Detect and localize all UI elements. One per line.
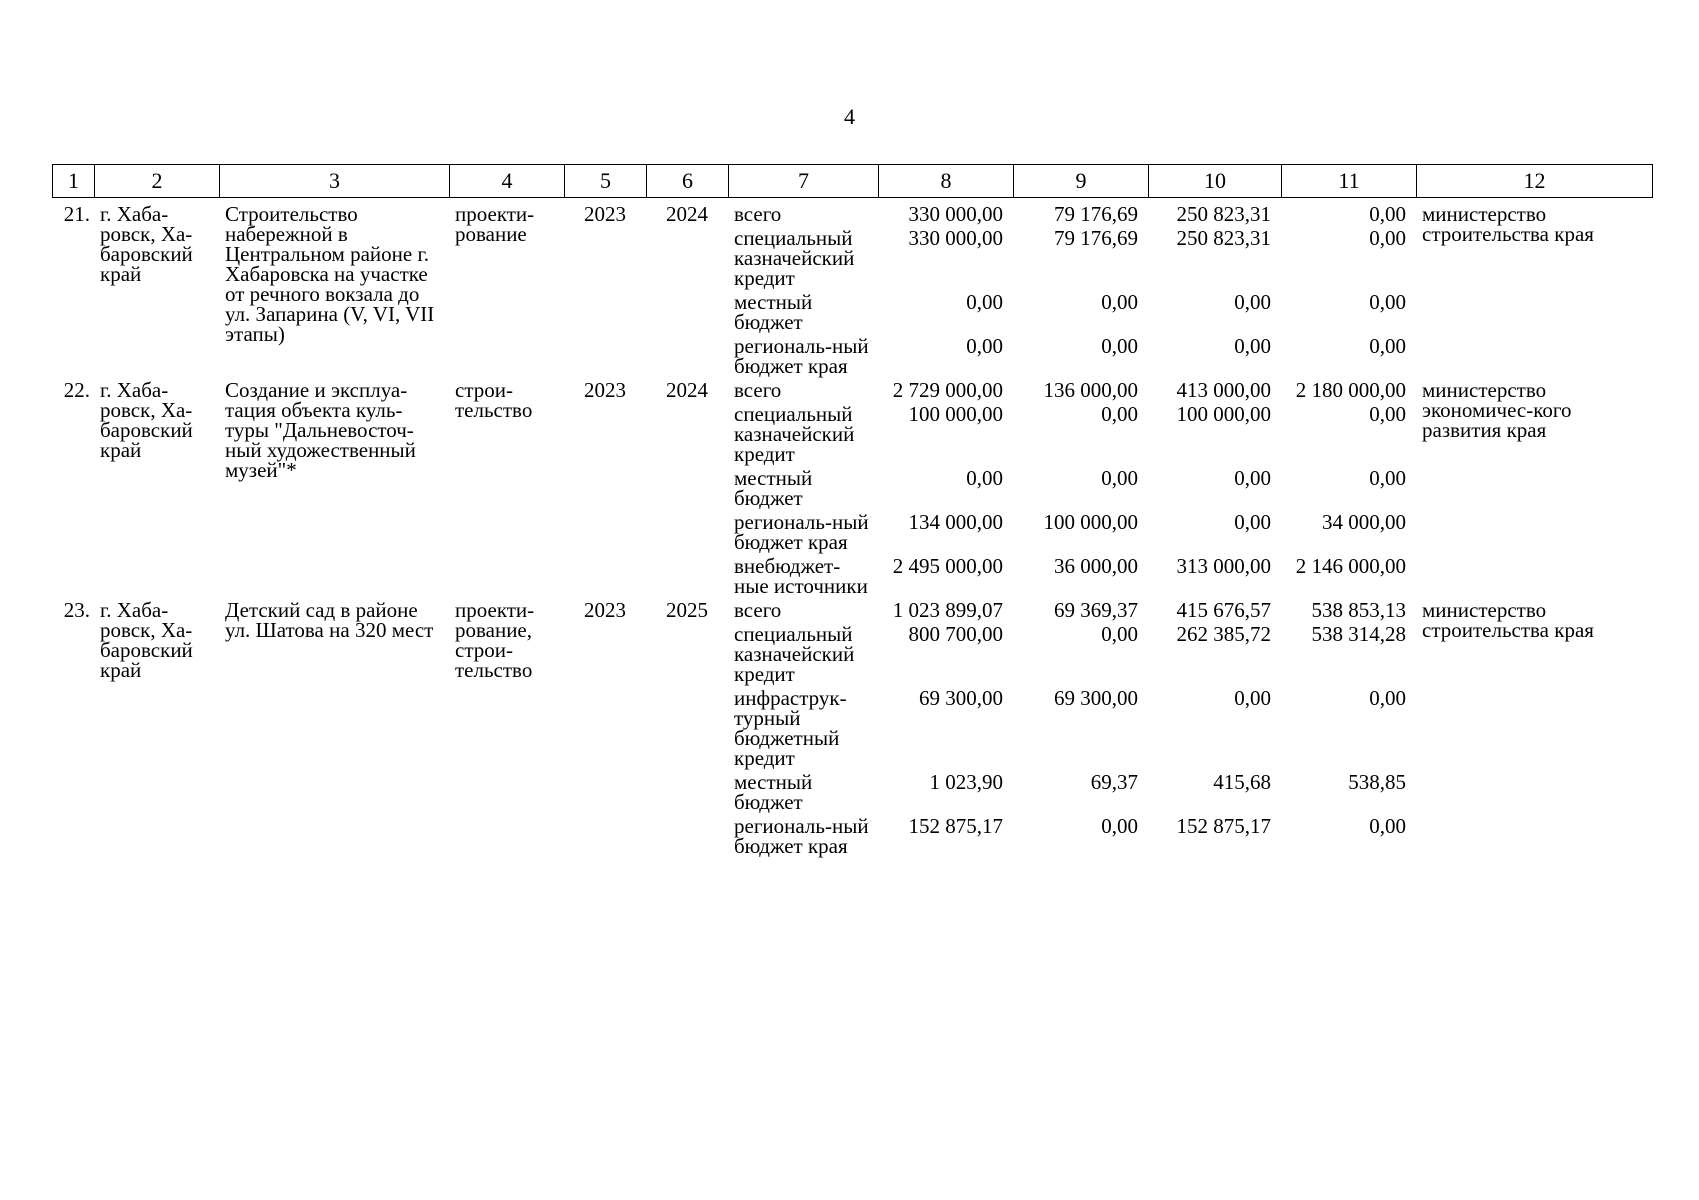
funding-source: местный бюджет xyxy=(734,466,813,510)
amount-cell: 413 000,00 xyxy=(1176,378,1271,402)
amount-cell: 0,00 xyxy=(1101,290,1138,314)
funding-source: местный бюджет xyxy=(734,770,813,814)
object-location: г. Хаба-ровск, Ха-баровский край xyxy=(100,378,193,462)
column-header: 3 xyxy=(220,165,450,198)
amount-cell: 0,00 xyxy=(1101,334,1138,358)
column-header: 4 xyxy=(450,165,565,198)
amount-cell: 0,00 xyxy=(1369,202,1406,226)
column-header: 11 xyxy=(1282,165,1417,198)
responsible-body: министерство строительства края xyxy=(1422,202,1594,246)
end-year: 2024 xyxy=(666,378,708,402)
column-header: 9 xyxy=(1014,165,1149,198)
column-header: 8 xyxy=(879,165,1014,198)
start-year: 2023 xyxy=(584,598,626,622)
amount-cell: 250 823,31 xyxy=(1176,202,1271,226)
amount-cell: 136 000,00 xyxy=(1043,378,1138,402)
amount-cell: 36 000,00 xyxy=(1054,554,1138,578)
object-title: Детский сад в районе ул. Шатова на 320 мест xyxy=(225,598,434,642)
amount-cell: 538 853,13 xyxy=(1311,598,1406,622)
amount-cell: 0,00 xyxy=(1101,402,1138,426)
end-year: 2025 xyxy=(666,598,708,622)
amount-cell: 152 875,17 xyxy=(908,814,1003,838)
funding-source: всего xyxy=(734,378,782,402)
amount-cell: 0,00 xyxy=(1369,334,1406,358)
object-title: Создание и эксплуа-тация объекта куль-туры "Дальневосточ-ный художественный музей"* xyxy=(225,378,416,482)
column-header: 5 xyxy=(565,165,647,198)
responsible-body: министерство экономичес-кого развития края xyxy=(1422,378,1572,442)
amount-cell: 79 176,69 xyxy=(1054,226,1138,250)
start-year: 2023 xyxy=(584,202,626,226)
entry-index: 21. xyxy=(63,202,90,226)
column-header: 10 xyxy=(1149,165,1282,198)
page-number: 4 xyxy=(844,104,855,129)
amount-cell: 0,00 xyxy=(1369,686,1406,710)
entry-index: 23. xyxy=(63,598,90,622)
amount-cell: 2 180 000,00 xyxy=(1295,378,1406,402)
amount-cell: 0,00 xyxy=(966,290,1003,314)
amount-cell: 69,37 xyxy=(1090,770,1138,794)
amount-cell: 69 300,00 xyxy=(1054,686,1138,710)
amount-cell: 0,00 xyxy=(1234,334,1271,358)
funding-source: специальный казначейский кредит xyxy=(734,226,855,290)
amount-cell: 0,00 xyxy=(1101,814,1138,838)
amount-cell: 0,00 xyxy=(1369,226,1406,250)
work-stage: строи-тельство xyxy=(455,378,533,422)
funding-source: региональ-ный бюджет края xyxy=(734,510,869,554)
amount-cell: 538 314,28 xyxy=(1311,622,1406,646)
funding-source: региональ-ный бюджет края xyxy=(734,334,869,378)
amount-cell: 0,00 xyxy=(966,334,1003,358)
amount-cell: 0,00 xyxy=(1234,290,1271,314)
amount-cell: 0,00 xyxy=(1369,290,1406,314)
amount-cell: 0,00 xyxy=(1369,402,1406,426)
amount-cell: 2 146 000,00 xyxy=(1295,554,1406,578)
amount-cell: 1 023,90 xyxy=(929,770,1003,794)
amount-cell: 2 729 000,00 xyxy=(892,378,1003,402)
amount-cell: 0,00 xyxy=(1234,686,1271,710)
object-location: г. Хаба-ровск, Ха-баровский край xyxy=(100,598,193,682)
funding-source: инфраструк-турный бюджетный кредит xyxy=(734,686,847,770)
work-stage: проекти-рование xyxy=(455,202,535,246)
amount-cell: 415,68 xyxy=(1213,770,1271,794)
amount-cell: 330 000,00 xyxy=(908,226,1003,250)
amount-cell: 79 176,69 xyxy=(1054,202,1138,226)
amount-cell: 100 000,00 xyxy=(1043,510,1138,534)
amount-cell: 0,00 xyxy=(966,466,1003,490)
amount-cell: 0,00 xyxy=(1101,622,1138,646)
amount-cell: 313 000,00 xyxy=(1176,554,1271,578)
amount-cell: 330 000,00 xyxy=(908,202,1003,226)
amount-cell: 34 000,00 xyxy=(1322,510,1406,534)
amount-cell: 134 000,00 xyxy=(908,510,1003,534)
funding-source: специальный казначейский кредит xyxy=(734,402,855,466)
amount-cell: 69 369,37 xyxy=(1054,598,1138,622)
amount-cell: 262 385,72 xyxy=(1176,622,1271,646)
amount-cell: 250 823,31 xyxy=(1176,226,1271,250)
column-header: 1 xyxy=(53,165,95,198)
amount-cell: 0,00 xyxy=(1234,510,1271,534)
amount-cell: 100 000,00 xyxy=(908,402,1003,426)
responsible-body: министерство строительства края xyxy=(1422,598,1594,642)
table-row xyxy=(52,200,1652,224)
end-year: 2024 xyxy=(666,202,708,226)
column-header: 12 xyxy=(1417,165,1653,198)
amount-cell: 415 676,57 xyxy=(1176,598,1271,622)
column-header-row xyxy=(52,164,1653,198)
column-header: 7 xyxy=(729,165,879,198)
amount-cell: 2 495 000,00 xyxy=(892,554,1003,578)
column-header: 2 xyxy=(95,165,220,198)
table-row xyxy=(52,596,1652,620)
funding-source: всего xyxy=(734,202,782,226)
start-year: 2023 xyxy=(584,378,626,402)
amount-cell: 800 700,00 xyxy=(908,622,1003,646)
amount-cell: 0,00 xyxy=(1369,466,1406,490)
amount-cell: 538,85 xyxy=(1348,770,1406,794)
object-title: Строительство набережной в Центральном районе г. Хабаровска на участке от речного вокзала до ул. Запарина (V, VI, VII этапы) xyxy=(225,202,435,346)
amount-cell: 0,00 xyxy=(1101,466,1138,490)
object-location: г. Хаба-ровск, Ха-баровский край xyxy=(100,202,193,286)
financing-table xyxy=(52,164,1652,856)
funding-source: специальный казначейский кредит xyxy=(734,622,855,686)
amount-cell: 100 000,00 xyxy=(1176,402,1271,426)
amount-cell: 0,00 xyxy=(1234,466,1271,490)
table-body xyxy=(52,200,1652,856)
amount-cell: 1 023 899,07 xyxy=(892,598,1003,622)
table-row xyxy=(52,376,1652,400)
funding-source: всего xyxy=(734,598,782,622)
entry-index: 22. xyxy=(63,378,90,402)
funding-source: региональ-ный бюджет края xyxy=(734,814,869,858)
column-header: 6 xyxy=(647,165,729,198)
amount-cell: 69 300,00 xyxy=(919,686,1003,710)
amount-cell: 0,00 xyxy=(1369,814,1406,838)
work-stage: проекти-рование, строи-тельство xyxy=(455,598,535,682)
amount-cell: 152 875,17 xyxy=(1176,814,1271,838)
funding-source: местный бюджет xyxy=(734,290,813,334)
funding-source: внебюджет-ные источники xyxy=(734,554,868,598)
